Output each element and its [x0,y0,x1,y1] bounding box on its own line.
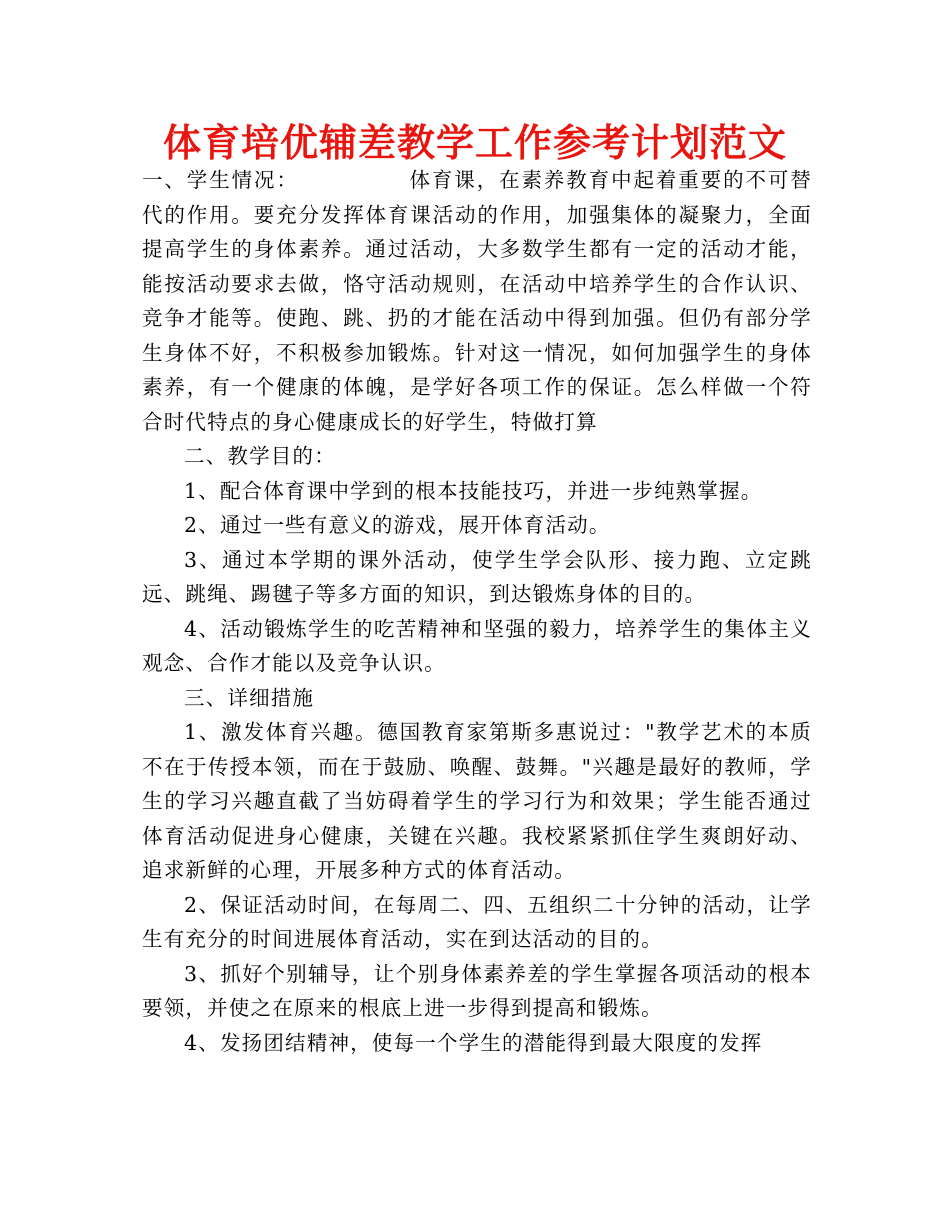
section-1-heading: 一、学生情况： [142,168,299,192]
document-body [142,163,812,1060]
goal-item: 2、通过一些有意义的游戏，展开体育活动。 [184,513,611,537]
document-title: 体育培优辅差教学工作参考计划范文 [162,121,787,165]
section-1-paragraph [142,163,812,439]
measure-item: 3、抓好个别辅导，让个别身体素养差的学生掌握各项活动的根本要领，并使之在原来的根底上进一步得到提高和锻炼。 [142,961,812,1020]
goal-item: 3、通过本学期的课外活动，使学生学会队形、接力跑、立定跳远、跳绳、踢毽子等多方面的知识，到达锻炼身体的目的。 [142,547,812,606]
section-3-heading: 三、详细措施 [184,685,315,710]
measure-item: 4、发扬团结精神，使每一个学生的潜能得到最大限度的发挥 [184,1030,763,1055]
goal-item: 1、配合体育课中学到的根本技能技巧，并进一步纯熟掌握。 [184,478,763,503]
measure-item: 1、激发体育兴趣。德国教育家第斯多惠说过："教学艺术的本质不在于传授本领，而在于鼓励、唤醒、鼓舞。"兴趣是最好的教师，学生的学习兴趣直截了当妨碍着学生的学习行为和效果；学生能否通过体育活动促进身心健康，关键在兴趣。我校紧紧抓住学生爽朗好动、追求新鲜的心理，开展多种方式的体育活动。 [142,720,812,882]
goal-item: 4、活动锻炼学生的吃苦精神和坚强的毅力，培养学生的集体主义观念、合作才能以及竞争认识。 [142,616,812,675]
section-1-text: 体育课，在素养教育中起着重要的不可替代的作用。要充分发挥体育课活动的作用，加强集体的凝聚力，全面提高学生的身体素养。通过活动，大多数学生都有一定的活动才能，能按活动要求去做，恪守活动规则，在活动中培养学生的合作认识、竞争才能等。使跑、跳、扔的才能在活动中得到加强。但仍有部分学生身体不好，不积极参加锻炼。针对这一情况，如何加强学生的身体素养，有一个健康的体魄，是学好各项工作的保证。怎么样做一个符合时代特点的身心健康成长的好学生，特做打算 [142,168,812,434]
section-2-heading: 二、教学目的： [184,444,336,468]
measure-item: 2、保证活动时间，在每周二、四、五组织二十分钟的活动，让学生有充分的时间进展体育活动，实在到达活动的目的。 [142,892,812,951]
